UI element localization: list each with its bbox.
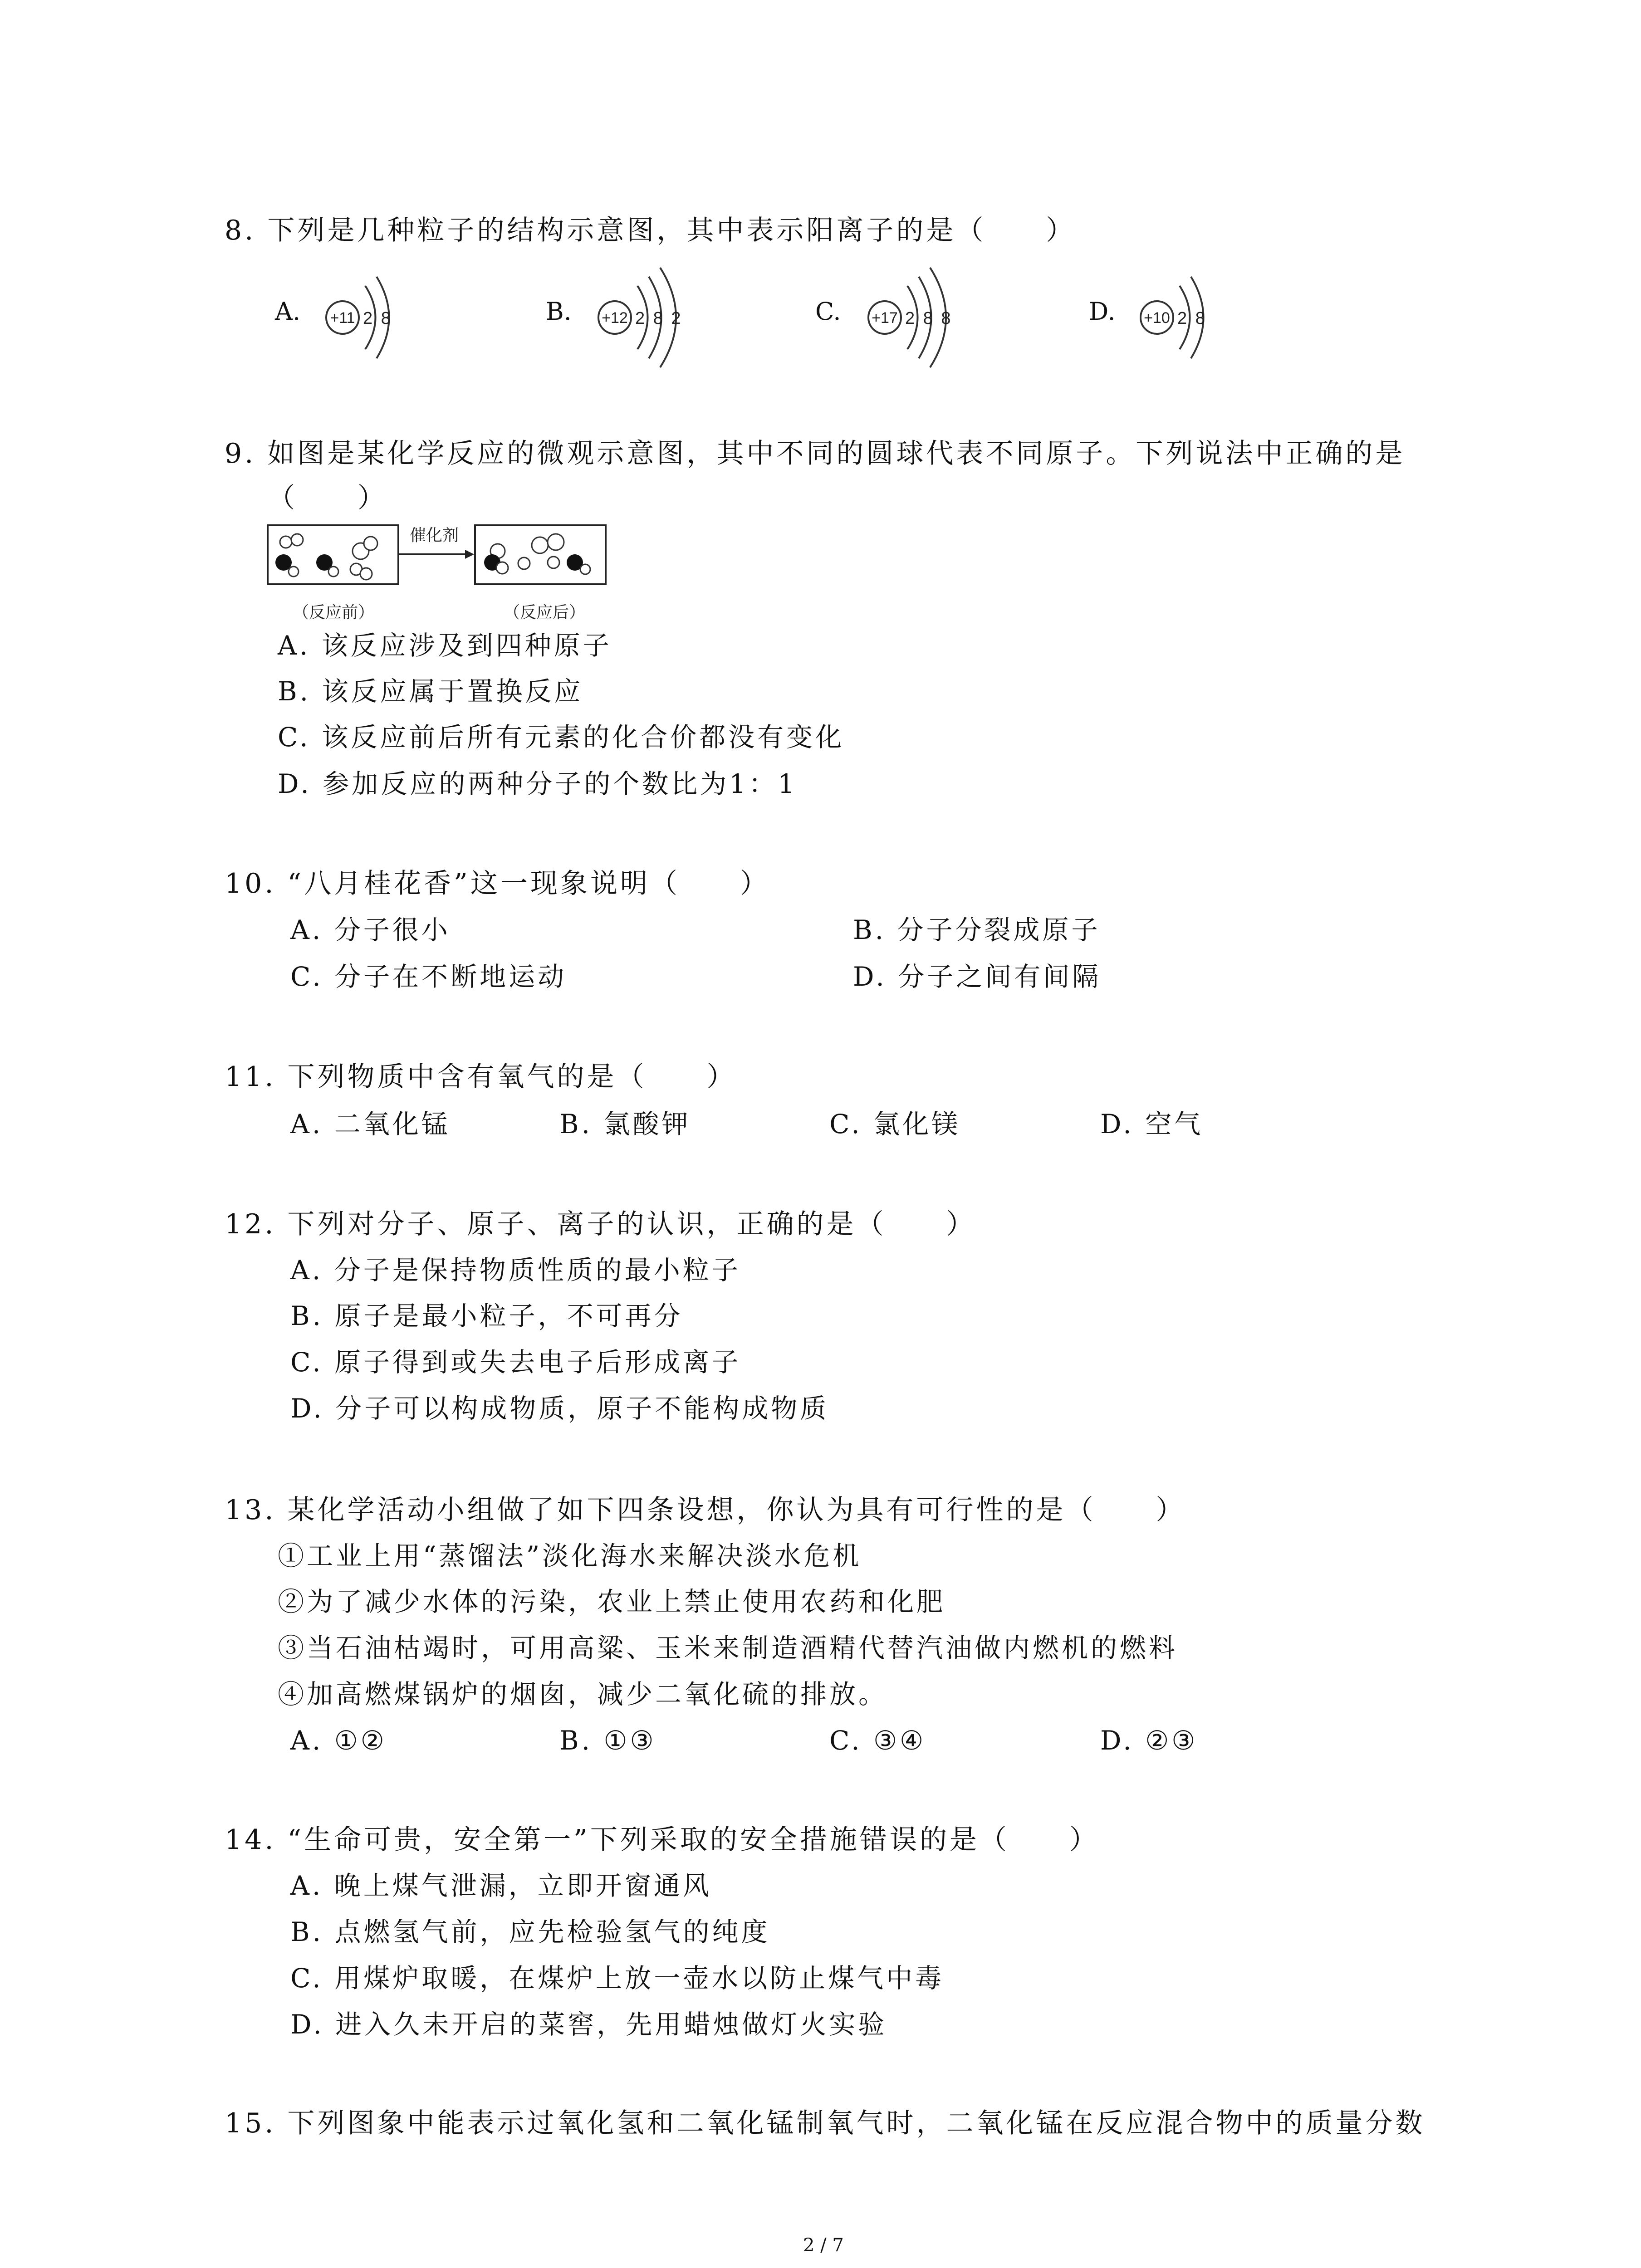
q10-option-b: B. 分子分裂成原子 bbox=[853, 914, 1101, 945]
page-number: 2 / 7 bbox=[803, 2235, 844, 2256]
question-9-stem-line2: （ ） bbox=[268, 482, 387, 514]
q8-shells-c: 2 8 8 bbox=[905, 309, 953, 328]
q12-option-a: A. 分子是保持物质性质的最小粒子 bbox=[290, 1255, 741, 1286]
before-caption: （反应前） bbox=[293, 603, 375, 621]
question-13-stem: 13. 某化学活动小组做了如下四条设想，你认为具有可行性的是（ ） bbox=[225, 1494, 1186, 1526]
q13-item-3: ③当石油枯竭时，可用高粱、玉米来制造酒精代替汽油做内燃机的燃料 bbox=[278, 1633, 1178, 1663]
q12-option-c: C. 原子得到或失去电子后形成离子 bbox=[290, 1347, 741, 1378]
q13-option-c: C. ③④ bbox=[829, 1725, 926, 1756]
q8-nucleus-c: +17 bbox=[872, 309, 898, 327]
q8-atom-diagram-d bbox=[1132, 263, 1223, 372]
q13-option-a: A. ①② bbox=[290, 1725, 387, 1756]
q12-option-b: B. 原子是最小粒子，不可再分 bbox=[290, 1300, 683, 1331]
q9-reaction-diagram bbox=[265, 517, 610, 626]
q8-atom-diagram-a bbox=[318, 263, 408, 372]
q8-option-c-label: C. bbox=[815, 297, 841, 326]
q8-option-a-label: A. bbox=[275, 297, 301, 326]
q10-option-a: A. 分子很小 bbox=[290, 914, 451, 945]
q14-option-c: C. 用煤炉取暖，在煤炉上放一壶水以防止煤气中毒 bbox=[290, 1963, 945, 1994]
q9-option-d: D. 参加反应的两种分子的个数比为1：1 bbox=[278, 768, 798, 799]
q8-atom-diagram-c bbox=[860, 256, 978, 379]
q10-option-c: C. 分子在不断地运动 bbox=[290, 961, 567, 992]
q11-option-c: C. 氯化镁 bbox=[829, 1109, 961, 1139]
q9-option-c: C. 该反应前后所有元素的化合价都没有变化 bbox=[278, 722, 845, 753]
q8-nucleus-a: +11 bbox=[330, 309, 355, 327]
q8-nucleus-b: +12 bbox=[602, 309, 628, 327]
question-12-stem: 12. 下列对分子、原子、离子的认识，正确的是（ ） bbox=[225, 1208, 976, 1240]
q13-item-4: ④加高燃煤锅炉的烟囱，减少二氧化硫的排放。 bbox=[278, 1679, 888, 1710]
q12-option-d: D. 分子可以构成物质，原子不能构成物质 bbox=[290, 1393, 829, 1424]
after-caption: （反应后） bbox=[504, 603, 586, 621]
question-8-stem: 8. 下列是几种粒子的结构示意图，其中表示阳离子的是（ ） bbox=[225, 215, 1076, 246]
q8-option-d-label: D. bbox=[1089, 297, 1116, 326]
q13-item-2: ②为了减少水体的污染，农业上禁止使用农药和化肥 bbox=[278, 1586, 946, 1617]
q13-option-d: D. ②③ bbox=[1100, 1725, 1198, 1756]
q8-nucleus-d: +10 bbox=[1144, 309, 1170, 327]
question-11-stem: 11. 下列物质中含有氧气的是（ ） bbox=[225, 1061, 737, 1093]
q10-option-d: D. 分子之间有间隔 bbox=[853, 961, 1102, 992]
catalyst-label: 催化剂 bbox=[410, 526, 459, 544]
q14-option-b: B. 点燃氢气前，应先检验氢气的纯度 bbox=[290, 1916, 770, 1947]
q8-option-b-label: B. bbox=[546, 297, 572, 326]
q13-item-1: ①工业上用“蒸馏法”淡化海水来解决淡水危机 bbox=[278, 1540, 862, 1571]
q9-option-b: B. 该反应属于置换反应 bbox=[278, 676, 583, 707]
q11-option-b: B. 氯酸钾 bbox=[559, 1109, 691, 1139]
question-9-stem-line1: 9. 如图是某化学反应的微观示意图，其中不同的圆球代表不同原子。下列说法中正确的是 bbox=[225, 438, 1406, 469]
q9-option-a: A. 该反应涉及到四种原子 bbox=[278, 630, 612, 661]
q8-shells-d: 2 8 bbox=[1177, 309, 1207, 328]
q14-option-a: A. 晚上煤气泄漏，立即开窗通风 bbox=[290, 1870, 712, 1901]
question-14-stem: 14. “生命可贵，安全第一”下列采取的安全措施错误的是（ ） bbox=[225, 1824, 1099, 1856]
q14-option-d: D. 进入久未开启的菜窖，先用蜡烛做灯火实验 bbox=[290, 2009, 887, 2040]
q8-shells-a: 2 8 bbox=[363, 309, 392, 328]
q13-option-b: B. ①③ bbox=[559, 1725, 656, 1756]
question-10-stem: 10. “八月桂花香”这一现象说明（ ） bbox=[225, 868, 770, 899]
q8-atom-diagram-b bbox=[590, 256, 708, 379]
q11-option-a: A. 二氧化锰 bbox=[290, 1109, 451, 1139]
question-15-stem: 15. 下列图象中能表示过氧化氢和二氧化锰制氧气时，二氧化锰在反应混合物中的质量分数 bbox=[225, 2107, 1425, 2139]
q11-option-d: D. 空气 bbox=[1100, 1109, 1204, 1139]
q8-shells-b: 2 8 2 bbox=[635, 309, 683, 328]
